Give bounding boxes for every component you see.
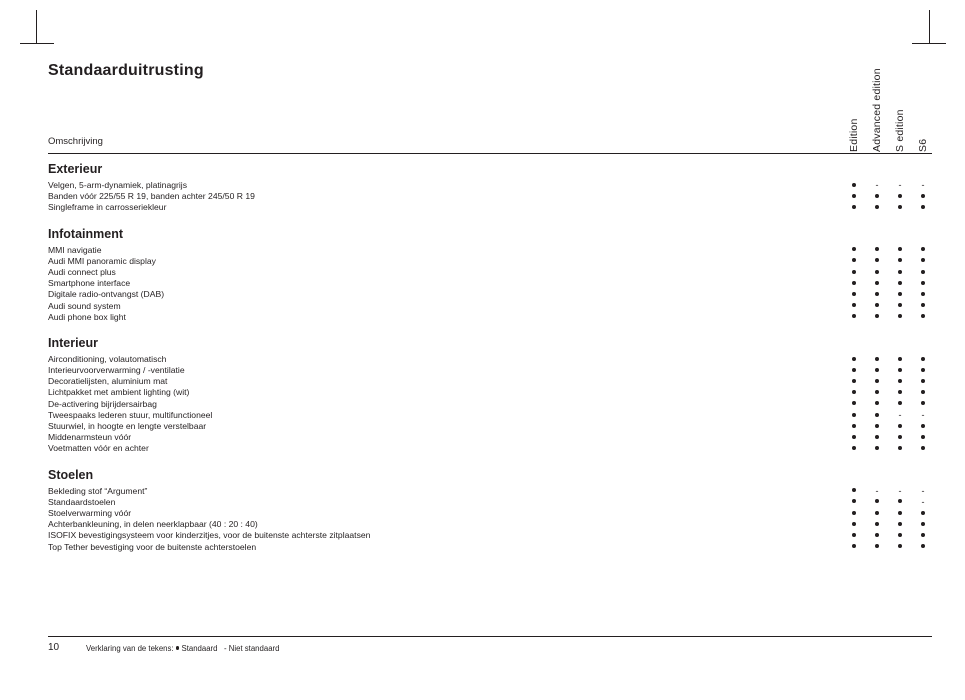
section-title: Stoelen: [48, 467, 94, 482]
mark-standard-dot-icon: [870, 289, 884, 300]
mark-standard-dot-icon: [893, 519, 907, 530]
legend-not-standard-label: - Niet standaard: [223, 644, 280, 653]
mark-standard-dot-icon: [893, 376, 907, 387]
row-label: Singleframe in carrosseriekleur: [48, 202, 167, 213]
mark-standard-dot-icon: [847, 256, 861, 267]
mark-standard-dot-icon: [847, 191, 861, 202]
mark-standard-dot-icon: [847, 421, 861, 432]
table-row: [48, 289, 932, 300]
row-label: Digitale radio-ontvangst (DAB): [48, 289, 165, 300]
row-label: ISOFIX bevestigingsysteem voor kinderzitjes, voor de buitenste achterste zitplaatsen: [48, 530, 371, 541]
row-label: Standaardstoelen: [48, 496, 116, 507]
mark-standard-dot-icon: [893, 245, 907, 256]
table-row: [48, 202, 932, 213]
section-title: Exterieur: [48, 162, 103, 176]
equipment-section: [48, 468, 932, 553]
section-spacer: [48, 214, 932, 227]
equipment-section: [48, 227, 932, 323]
mark-standard-dot-icon: [847, 410, 861, 421]
mark-standard-dot-icon: [916, 542, 930, 553]
table-row: [48, 365, 932, 376]
mark-standard-dot-icon: [870, 519, 884, 530]
table-row: [48, 301, 932, 312]
row-label: Top Tether bevestiging voor de buitenste achterstoelen: [48, 541, 257, 552]
table-row: [48, 312, 932, 323]
table-row: [48, 278, 932, 289]
table-row: [48, 410, 932, 421]
mark-standard-dot-icon: [870, 191, 884, 202]
crop-mark-top-right-horizontal: [912, 43, 946, 44]
row-label: Interieurvoorverwarming / -ventilatie: [48, 365, 185, 376]
mark-standard-dot-icon: [870, 301, 884, 312]
mark-standard-dot-icon: [847, 267, 861, 278]
mark-standard-dot-icon: [847, 508, 861, 519]
row-label: De-activering bijrijdersairbag: [48, 398, 157, 409]
row-label: MMI navigatie: [48, 244, 102, 255]
mark-standard-dot-icon: [916, 256, 930, 267]
mark-standard-dot-icon: [847, 443, 861, 454]
row-label: Audi MMI panoramic display: [48, 255, 156, 266]
row-label: Tweespaaks lederen stuur, multifunctioneel: [48, 409, 213, 420]
row-label: Smartphone interface: [48, 278, 131, 289]
table-row: [48, 530, 932, 541]
column-header-s-edition: S edition: [894, 109, 906, 152]
mark-standard-dot-icon: [893, 202, 907, 213]
table-row: [48, 256, 932, 267]
mark-standard-dot-icon: [893, 497, 907, 508]
mark-standard-dot-icon: [916, 399, 930, 410]
equipment-section: [48, 336, 932, 455]
legend-standard-dot-icon: [176, 646, 180, 650]
mark-standard-dot-icon: [916, 289, 930, 300]
mark-standard-dot-icon: [916, 508, 930, 519]
mark-not-standard-dash-icon: -: [875, 485, 879, 496]
mark-standard-dot-icon: [870, 267, 884, 278]
table-row: [48, 387, 932, 398]
mark-standard-dot-icon: [893, 542, 907, 553]
mark-not-standard-dash-icon: -: [898, 485, 902, 496]
mark-not-standard-dash-icon: -: [921, 496, 925, 507]
mark-standard-dot-icon: [916, 191, 930, 202]
column-header-edition: Edition: [848, 118, 860, 152]
mark-standard-dot-icon: [893, 256, 907, 267]
mark-standard-dot-icon: [870, 508, 884, 519]
mark-standard-dot-icon: [893, 432, 907, 443]
column-header-advanced-edition: Advanced edition: [871, 68, 883, 152]
mark-standard-dot-icon: [847, 180, 861, 191]
row-label: Banden vóór 225/55 R 19, banden achter 245/50 R 19: [48, 191, 255, 202]
row-label: Airconditioning, volautomatisch: [48, 353, 167, 364]
mark-standard-dot-icon: [893, 508, 907, 519]
mark-standard-dot-icon: [870, 245, 884, 256]
mark-standard-dot-icon: [893, 191, 907, 202]
mark-standard-dot-icon: [916, 530, 930, 541]
mark-standard-dot-icon: [847, 497, 861, 508]
mark-standard-dot-icon: [847, 245, 861, 256]
section-title: Interieur: [48, 335, 99, 350]
row-label: Audi phone box light: [48, 311, 126, 322]
mark-standard-dot-icon: [847, 354, 861, 365]
mark-standard-dot-icon: [893, 354, 907, 365]
mark-standard-dot-icon: [847, 399, 861, 410]
mark-standard-dot-icon: [870, 312, 884, 323]
table-row: [48, 443, 932, 454]
mark-standard-dot-icon: [847, 278, 861, 289]
mark-standard-dot-icon: [870, 421, 884, 432]
section-spacer: [48, 323, 932, 336]
section-spacer: [48, 455, 932, 468]
mark-standard-dot-icon: [916, 312, 930, 323]
mark-not-standard-dash-icon: -: [921, 409, 925, 420]
mark-not-standard-dash-icon: -: [898, 409, 902, 420]
mark-standard-dot-icon: [847, 387, 861, 398]
row-label: Decoratielijsten, aluminium mat: [48, 376, 168, 387]
table-row: [48, 508, 932, 519]
crop-mark-top-left-vertical: [36, 10, 37, 44]
crop-mark-top-left-horizontal: [20, 43, 54, 44]
mark-standard-dot-icon: [847, 432, 861, 443]
row-label: Voetmatten vóór en achter: [48, 443, 149, 454]
mark-standard-dot-icon: [893, 421, 907, 432]
mark-standard-dot-icon: [870, 410, 884, 421]
row-label: Audi connect plus: [48, 266, 116, 277]
mark-standard-dot-icon: [916, 301, 930, 312]
mark-standard-dot-icon: [870, 202, 884, 213]
mark-standard-dot-icon: [893, 278, 907, 289]
table-row: [48, 376, 932, 387]
crop-mark-top-right-vertical: [929, 10, 930, 44]
mark-standard-dot-icon: [916, 432, 930, 443]
mark-standard-dot-icon: [847, 301, 861, 312]
row-label: Audi sound system: [48, 300, 121, 311]
row-label: Lichtpakket met ambient lighting (wit): [48, 387, 190, 398]
mark-standard-dot-icon: [916, 267, 930, 278]
mark-standard-dot-icon: [847, 289, 861, 300]
mark-standard-dot-icon: [916, 278, 930, 289]
row-label: Stoelverwarming vóór: [48, 507, 132, 518]
mark-standard-dot-icon: [893, 443, 907, 454]
mark-standard-dot-icon: [870, 354, 884, 365]
mark-standard-dot-icon: [847, 530, 861, 541]
row-label: Stuurwiel, in hoogte en lengte verstelbaar: [48, 421, 207, 431]
mark-standard-dot-icon: [870, 256, 884, 267]
mark-standard-dot-icon: [847, 376, 861, 387]
description-column-header: Omschrijving: [48, 136, 103, 147]
table-row: [48, 267, 932, 278]
mark-standard-dot-icon: [893, 387, 907, 398]
page-number: 10: [48, 642, 60, 653]
mark-standard-dot-icon: [847, 542, 861, 553]
mark-standard-dot-icon: [893, 312, 907, 323]
mark-standard-dot-icon: [870, 376, 884, 387]
table-row: [48, 180, 932, 191]
mark-standard-dot-icon: [870, 443, 884, 454]
mark-standard-dot-icon: [916, 202, 930, 213]
legend-prefix: Verklaring van de tekens:: [86, 644, 174, 653]
mark-standard-dot-icon: [847, 486, 861, 497]
mark-standard-dot-icon: [893, 399, 907, 410]
mark-standard-dot-icon: [870, 387, 884, 398]
section-title: Infotainment: [48, 226, 123, 241]
mark-standard-dot-icon: [870, 365, 884, 376]
row-label: Bekleding stof “Argument”: [48, 485, 148, 496]
mark-standard-dot-icon: [893, 267, 907, 278]
table-row: [48, 399, 932, 410]
mark-standard-dot-icon: [916, 354, 930, 365]
mark-standard-dot-icon: [870, 542, 884, 553]
mark-standard-dot-icon: [916, 376, 930, 387]
legend: [86, 644, 279, 653]
mark-not-standard-dash-icon: -: [921, 485, 925, 496]
page-title: Standaarduitrusting: [48, 62, 204, 79]
sections-container: [48, 96, 932, 553]
column-header-s6: S6: [917, 138, 929, 152]
mark-standard-dot-icon: [916, 365, 930, 376]
mark-standard-dot-icon: [870, 278, 884, 289]
equipment-section: [48, 162, 932, 214]
table-row: [48, 432, 932, 443]
mark-standard-dot-icon: [870, 497, 884, 508]
mark-standard-dot-icon: [870, 530, 884, 541]
table-row: [48, 486, 932, 497]
footer-divider: [48, 636, 932, 637]
mark-standard-dot-icon: [893, 365, 907, 376]
mark-standard-dot-icon: [847, 202, 861, 213]
mark-standard-dot-icon: [893, 530, 907, 541]
table-row: [48, 497, 932, 508]
mark-standard-dot-icon: [916, 443, 930, 454]
mark-standard-dot-icon: [916, 519, 930, 530]
row-label: Velgen, 5-arm-dynamiek, platinagrijs: [48, 180, 187, 190]
legend-standard-label: Standaard: [181, 644, 218, 653]
mark-standard-dot-icon: [916, 245, 930, 256]
mark-standard-dot-icon: [893, 289, 907, 300]
table-row: [48, 245, 932, 256]
mark-standard-dot-icon: [916, 387, 930, 398]
mark-standard-dot-icon: [870, 399, 884, 410]
mark-standard-dot-icon: [916, 421, 930, 432]
row-label: Middenarmsteun vóór: [48, 432, 132, 443]
table-row: [48, 191, 932, 202]
mark-not-standard-dash-icon: -: [898, 180, 902, 190]
table-row: [48, 354, 932, 365]
mark-standard-dot-icon: [847, 312, 861, 323]
table-row: [48, 519, 932, 530]
table-row: [48, 421, 932, 432]
mark-not-standard-dash-icon: -: [875, 180, 879, 190]
mark-standard-dot-icon: [847, 519, 861, 530]
mark-not-standard-dash-icon: -: [921, 180, 925, 190]
mark-standard-dot-icon: [870, 432, 884, 443]
mark-standard-dot-icon: [847, 365, 861, 376]
table-row: [48, 542, 932, 553]
mark-standard-dot-icon: [893, 301, 907, 312]
row-label: Achterbankleuning, in delen neerklapbaar (40 : 20 : 40): [48, 519, 258, 530]
